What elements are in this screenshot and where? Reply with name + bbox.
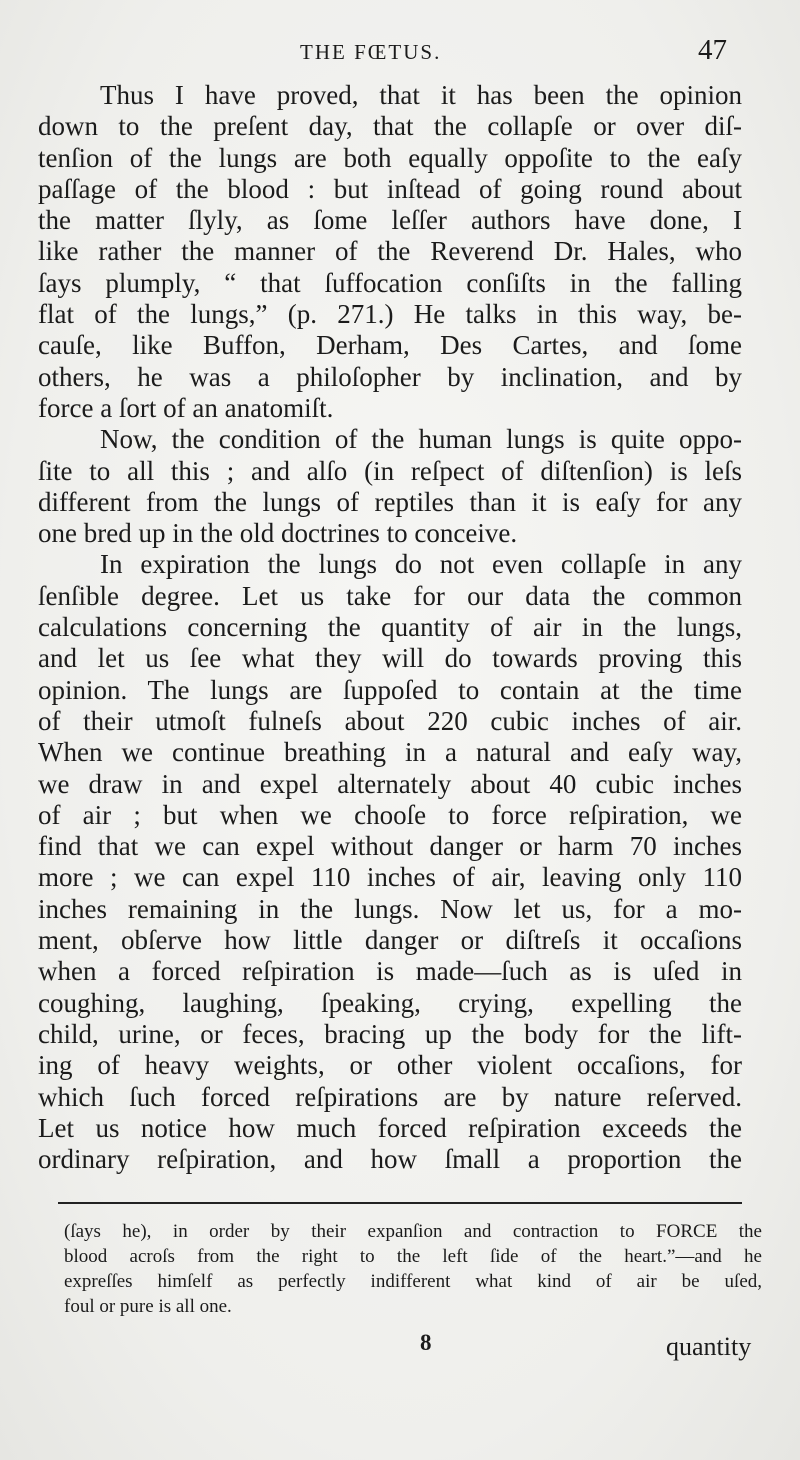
text-line: In expiration the lungs do not even collapſe in any bbox=[100, 549, 742, 580]
text-line: Let us notice how much forced reſpiration exceeds the bbox=[38, 1112, 742, 1143]
text-line: different from the lungs of reptiles than it is eaſy for any bbox=[38, 486, 742, 517]
text-line: one bred up in the old doctrines to conceive. bbox=[38, 518, 518, 549]
text-line: which ſuch forced reſpirations are by nature reſerved. bbox=[38, 1081, 742, 1112]
body-text bbox=[38, 80, 742, 1175]
text-line: tenſion of the lungs are both equally oppoſite to the eaſy bbox=[38, 142, 742, 173]
footnote-line: blood acroſs from the right to the left ſide of the heart.”—and he bbox=[64, 1246, 762, 1267]
text-line: find that we can expel without danger or harm 70 inches bbox=[38, 831, 742, 862]
text-line: opinion. The lungs are ſuppoſed to contain at the time bbox=[38, 674, 742, 705]
text-line: when a forced reſpiration is made—ſuch as is uſed in bbox=[38, 956, 742, 987]
text-line: ſenſible degree. Let us take for our data the common bbox=[38, 580, 742, 611]
text-line: down to the preſent day, that the collapſe or over diſ- bbox=[38, 111, 742, 142]
text-line: child, urine, or feces, bracing up the body for the lift- bbox=[38, 1018, 742, 1049]
text-line: we draw in and expel alternately about 40 cubic inches bbox=[38, 768, 742, 799]
text-line: ſite to all this ; and alſo (in reſpect of diſtenſion) is leſs bbox=[38, 455, 742, 486]
running-head bbox=[0, 34, 800, 68]
text-line: others, he was a philoſopher by inclination, and by bbox=[38, 361, 742, 392]
text-line: cauſe, like Buffon, Derham, Des Cartes, and ſome bbox=[38, 330, 742, 361]
footnote-line: (ſays he), in order by their expanſion and contraction to FORCE the bbox=[64, 1221, 762, 1242]
text-line: ing of heavy weights, or other violent occaſions, for bbox=[38, 1050, 742, 1081]
running-title: THE FŒTUS. bbox=[300, 40, 442, 64]
text-line: more ; we can expel 110 inches of air, leaving only 110 bbox=[38, 862, 742, 893]
text-line: Thus I have proved, that it has been the opinion bbox=[100, 80, 742, 110]
footnote bbox=[64, 1219, 762, 1319]
text-line: ordinary reſpiration, and how ſmall a proportion the bbox=[38, 1144, 742, 1175]
text-line: calculations concerning the quantity of air in the lungs, bbox=[38, 612, 742, 643]
text-line: ment, obſerve how little danger or diſtreſs it occaſions bbox=[38, 925, 742, 956]
text-line: of their utmoſt fulneſs about 220 cubic inches of air. bbox=[38, 705, 742, 736]
text-line: paſſage of the blood : but inſtead of going round about bbox=[38, 173, 742, 204]
text-line: and let us ſee what they will do towards proving this bbox=[38, 643, 742, 674]
footnote-line: foul or pure is all one. bbox=[64, 1296, 232, 1317]
text-line: like rather the manner of the Reverend Dr. Hales, who bbox=[38, 236, 742, 267]
catchword: quantity bbox=[666, 1332, 752, 1361]
text-line: the matter ſlyly, as ſome leſſer authors have done, I bbox=[38, 205, 742, 236]
text-line: When we continue breathing in a natural and eaſy way, bbox=[38, 737, 742, 768]
text-line: inches remaining in the lungs. Now let us, for a mo- bbox=[38, 893, 742, 924]
text-line: coughing, laughing, ſpeaking, crying, expelling the bbox=[38, 987, 742, 1018]
signature-mark: 8 bbox=[420, 1330, 432, 1355]
footnote-rule bbox=[58, 1202, 742, 1204]
text-line: ſays plumply, “ that ſuffocation conſiſts in the falling bbox=[38, 267, 742, 298]
text-line: of air ; but when we chooſe to force reſpiration, we bbox=[38, 799, 742, 830]
page-number: 47 bbox=[698, 34, 727, 66]
text-line: Now, the condition of the human lungs is quite oppo- bbox=[100, 424, 742, 455]
footnote-line: expreſſes himſelf as perfectly indifferent what kind of air be uſed, bbox=[64, 1271, 762, 1292]
text-line: flat of the lungs,” (p. 271.) He talks in this way, be- bbox=[38, 299, 742, 330]
text-line: force a ſort of an anatomiſt. bbox=[38, 392, 334, 423]
